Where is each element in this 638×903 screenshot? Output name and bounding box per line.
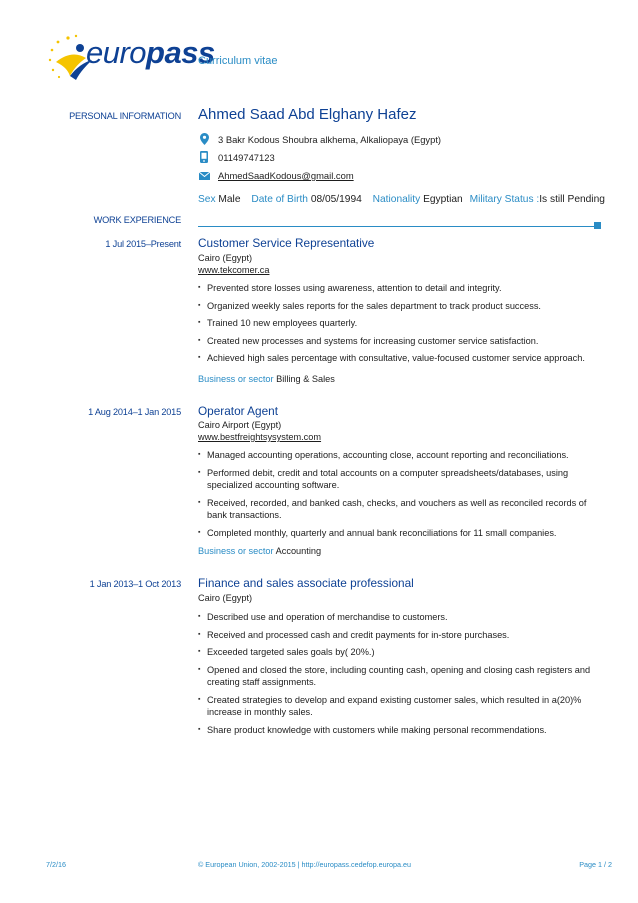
duty-item: ▪ Described use and operation of merchandise to customers. bbox=[198, 611, 608, 624]
location-pin-icon bbox=[198, 133, 210, 145]
job-dates: 1 Aug 2014–1 Jan 2015 bbox=[88, 407, 181, 417]
divider-square bbox=[594, 222, 601, 229]
sector-value: Billing & Sales bbox=[276, 374, 335, 384]
duty-item: ▪ Trained 10 new employees quarterly. bbox=[198, 317, 608, 330]
job-duties-list bbox=[198, 449, 608, 539]
dob-value: 08/05/1994 bbox=[310, 194, 362, 205]
sex-value: Male bbox=[218, 194, 241, 205]
job-title: Finance and sales associate professional bbox=[198, 576, 414, 590]
job-website-link[interactable]: www.tekcomer.ca bbox=[198, 265, 270, 275]
address-row bbox=[198, 133, 441, 145]
footer-page-number: Page 1 / 2 bbox=[579, 860, 612, 869]
duty-item: ▪ Organized weekly sales reports for the sales department to track product success. bbox=[198, 300, 608, 313]
duty-item: ▪ Created strategies to develop and expand existing customer sales, which resulted in a(20)% increase in monthly sales. bbox=[198, 694, 608, 719]
phone-text: 01149747123 bbox=[218, 151, 275, 163]
sector-label: Business or sector bbox=[198, 546, 274, 556]
job-location: Cairo (Egypt) bbox=[198, 593, 253, 603]
job-title: Customer Service Representative bbox=[198, 236, 375, 250]
job-title: Operator Agent bbox=[198, 404, 279, 418]
nationality-label: Nationality bbox=[372, 194, 421, 205]
job-location: Cairo (Egypt) bbox=[198, 253, 253, 263]
job-dates: 1 Jan 2013–1 Oct 2013 bbox=[89, 579, 181, 589]
logo-word-euro: euro bbox=[86, 35, 147, 70]
sector-label: Business or sector bbox=[198, 374, 274, 384]
email-link[interactable]: AhmedSaadKodous@gmail.com bbox=[218, 170, 354, 181]
job-website-link[interactable]: www.bestfreightsysystem.com bbox=[198, 432, 322, 442]
duty-item: ▪ Achieved high sales percentage with consultative, value-focused customer service approach. bbox=[198, 352, 608, 365]
sex-label: Sex bbox=[198, 194, 216, 205]
job-sector bbox=[198, 546, 321, 556]
job-dates: 1 Jul 2015–Present bbox=[105, 239, 181, 249]
email-icon bbox=[198, 172, 210, 180]
duty-item: ▪ Received and processed cash and credit payments for in-store purchases. bbox=[198, 629, 608, 642]
europass-logo bbox=[46, 32, 215, 86]
sector-value: Accounting bbox=[275, 546, 322, 556]
person-name: Ahmed Saad Abd Elghany Hafez bbox=[198, 106, 417, 123]
job-duties-list bbox=[198, 611, 608, 736]
duty-item: ▪ Opened and closed the store, including counting cash, opening and closing cash registers and creating staff assignments. bbox=[198, 664, 608, 689]
military-label: Military Status : bbox=[469, 194, 540, 205]
duty-item: ▪ Exceeded targeted sales goals by( 20%.) bbox=[198, 646, 608, 659]
footer-copyright-link[interactable]: © European Union, 2002-2015 | http://europass.cedefop.europa.eu bbox=[198, 860, 411, 869]
duty-item: ▪ Performed debit, credit and total accounts on a computer spreadsheets/databases, using specialized accounting software. bbox=[198, 467, 608, 492]
dob-label: Date of Birth bbox=[251, 194, 308, 205]
job-duties-list bbox=[198, 282, 608, 365]
military-value: Is still Pending bbox=[539, 194, 605, 205]
duty-item: ▪ Completed monthly, quarterly and annual bank reconciliations for 11 small companies. bbox=[198, 527, 608, 540]
personal-section-label: PERSONAL INFORMATION bbox=[69, 111, 181, 121]
duty-item: ▪ Managed accounting operations, accounting close, account reporting and reconciliations. bbox=[198, 449, 608, 462]
logo-wordmark bbox=[86, 35, 215, 71]
job-location: Cairo Airport (Egypt) bbox=[198, 420, 282, 430]
personal-details-line bbox=[198, 194, 605, 205]
email-row[interactable] bbox=[198, 170, 354, 181]
address-text: 3 Bakr Kodous Shoubra alkhema, Alkaliopaya (Egypt) bbox=[218, 133, 442, 145]
footer-date: 7/2/16 bbox=[46, 860, 66, 869]
logo-word-pass: pass bbox=[146, 35, 215, 70]
section-divider bbox=[198, 226, 594, 227]
job-sector bbox=[198, 374, 335, 384]
work-section-label: WORK EXPERIENCE bbox=[93, 215, 181, 225]
phone-icon bbox=[198, 151, 210, 163]
document-title: Curriculum vitae bbox=[198, 55, 278, 67]
duty-item: ▪ Created new processes and systems for increasing customer service satisfaction. bbox=[198, 335, 608, 348]
duty-item: ▪ Prevented store losses using awareness, attention to detail and integrity. bbox=[198, 282, 608, 295]
phone-row bbox=[198, 151, 275, 163]
duty-item: ▪ Received, recorded, and banked cash, checks, and vouchers as well as reconciled records of bank transactions. bbox=[198, 497, 608, 522]
duty-item: ▪ Share product knowledge with customers while making personal recommendations. bbox=[198, 724, 608, 737]
nationality-value: Egyptian bbox=[423, 194, 463, 205]
